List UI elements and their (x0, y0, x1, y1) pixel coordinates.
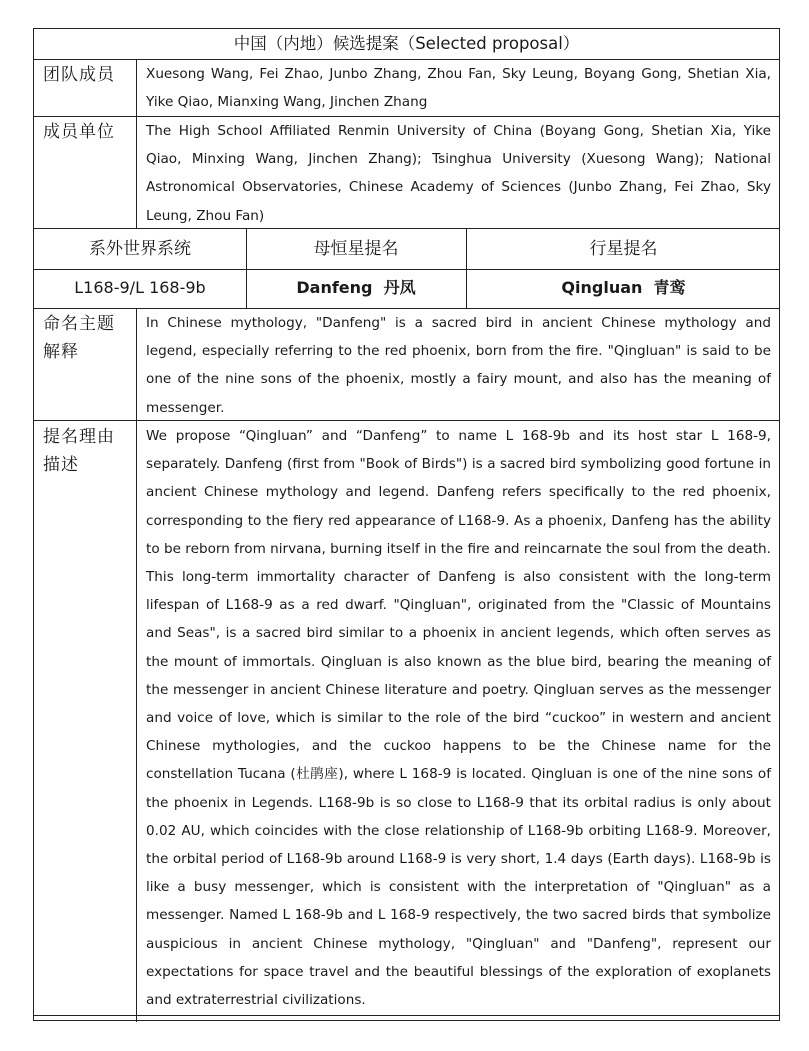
star-name: Danfeng 丹凤 (296, 278, 416, 297)
page-bottom-rule (33, 1015, 780, 1016)
team-label: 团队成员 (43, 65, 115, 85)
planet-name: Qingluan 青鸾 (561, 278, 686, 297)
star-header: 母恒星提名 (313, 239, 399, 259)
col-divider (136, 308, 137, 1022)
planet-header: 行星提名 (589, 239, 658, 259)
table-title: 中国（内地）候选提案（Selected proposal） (233, 34, 580, 53)
team-text: Xuesong Wang, Fei Zhao, Junbo Zhang, Zhou Fan, Sky Leung, Boyang Gong, Shetian Xia, Yike Qiao, Mianxing Wang, Jinchen Zhang (146, 66, 771, 111)
reason-text: We propose “Qingluan” and “Danfeng” to name L 168-9b and its host star L 168-9, separately. Danfeng (first from "Book of Birds") is a sacred bird symbolizing good fortune in ancient Chinese mythology and legend. Danfeng refers specifically to the red phoenix, corresponding to the fiery red appearance of L168-9. As a phoenix, Danfeng has the ability to be reborn from nirvana, burning itself in the fire and reincarnate the soul from the death. This long-term immortality character of Danfeng is also consistent with the long-term lifespan of L168-9 as a red dwarf. "Qingluan", originated from the "Classic of Mountains and Seas", is a sacred bird similar to a phoenix in ancient legends, which often serves as the mount of immortals. Qingluan is also known as the blue bird, bearing the meaning of the messenger in ancient Chinese literature and poetry. Qingluan serves as the messenger and voice of love, which is similar to the role of the bird “cuckoo” in western and ancient Chinese mythologies, and the cuckoo happens to be the Chinese name for the constellation Tucana (杜鹃座), where L 168-9 is located. Qingluan is one of the nine sons of the phoenix in Legends. L168-9b is so close to L168-9 that its orbital radius is only about 0.02 AU, which coincides with the close relationship of L168-9b orbiting L168-9. Moreover, the orbital period of L168-9b around L168-9 is very short, 1.4 days (Earth days). L168-9b is like a busy messenger, which is consistent with the interpretation of "Qingluan" as a messenger. Named L 168-9b and L 168-9 respectively, the two sacred birds that symbolize auspicious in ancient Chinese mythology, "Qingluan" and "Danfeng", represent our expectations for space travel and the beautiful blessings of the exploration of exoplanets and extraterrestrial civilizations. (146, 428, 771, 1009)
theme-label-line1: 命名主题 (43, 314, 115, 334)
reason-label-line1: 提名理由 (43, 427, 115, 447)
theme-label-line2: 解释 (43, 342, 79, 362)
system-header: 系外世界系统 (89, 239, 191, 259)
col-divider (136, 59, 137, 229)
theme-text: In Chinese mythology, "Danfeng" is a sacred bird in ancient Chinese mythology and legend, especially referring to the red phoenix, born from the fire. "Qingluan" is said to be one of the nine sons of the phoenix, mostly a fairy mount, and also has the meaning of messenger. (146, 315, 771, 416)
proposal-table (33, 28, 780, 1021)
reason-label-line2: 描述 (43, 455, 79, 475)
affiliation-text: The High School Affiliated Renmin University of China (Boyang Gong, Shetian Xia, Yike Qiao, Minxing Wang, Jinchen Zhang); Tsinghua University (Xuesong Wang); National Astronomical Observatories, Chinese Academy of Sciences (Junbo Zhang, Fei Zhao, Sky Leung, Zhou Fan) (146, 123, 771, 224)
reason-label (43, 423, 115, 479)
affiliation-label: 成员单位 (43, 122, 115, 142)
theme-label (43, 310, 115, 366)
system-name: L168-9/L 168-9b (74, 278, 206, 297)
